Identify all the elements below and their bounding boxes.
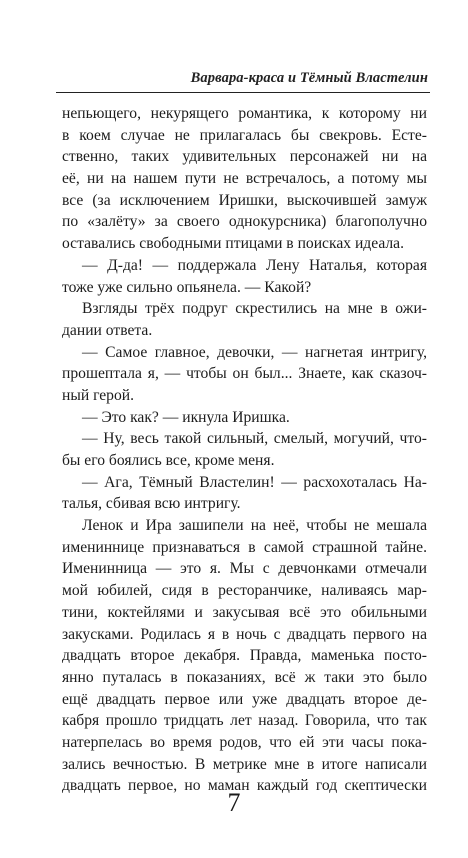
- running-header: Варвара-краса и Тёмный Властелин: [190, 70, 428, 86]
- text-line: кабря прошло тридцать лет назад. Говорила, что так: [62, 712, 427, 730]
- body-text: [62, 103, 427, 797]
- text-line: талья, сбивая всю интригу.: [62, 495, 241, 513]
- text-line: тоже уже сильно опьянела. — Какой?: [62, 278, 312, 296]
- text-line: тини, коктейлями и закусывая всё это обильными: [62, 603, 427, 621]
- text-line: двадцать второе декабря. Правда, маменька посто-: [62, 647, 427, 665]
- text-line: мой юбилей, сидя в ресторанчике, наливаясь мар-: [62, 582, 427, 600]
- text-line: по «залёту» за своего однокурсника) благополучно: [62, 213, 427, 231]
- text-line: закусками. Родилась я в ночь с двадцать первого на: [62, 625, 427, 643]
- text-line: прошептала я, — чтобы он был... Знаете, как сказоч-: [62, 365, 427, 383]
- text-line: все (за исключением Иришки, выскочившей замуж: [62, 191, 427, 209]
- text-line: — Ну, весь такой сильный, смелый, могучий, что-: [82, 430, 427, 448]
- text-line: зались вечностью. В метрике мне в итоге написали: [62, 755, 427, 773]
- text-line: — Самое главное, девочки, — нагнетая интригу,: [82, 343, 427, 361]
- text-line: Именинница — это я. Мы с девчонками отмечали: [62, 560, 427, 578]
- text-line: Взгляды трёх подруг скрестились на мне в ожи-: [82, 300, 427, 318]
- header-rule: [56, 92, 430, 93]
- text-line: оставались свободными птицами в поисках идеала.: [62, 235, 404, 253]
- text-line: — Ага, Тёмный Властелин! — расхохоталась На-: [82, 473, 427, 491]
- text-line: непьющего, некурящего романтика, к которому ни: [62, 105, 427, 122]
- text-line: натерпелась во время родов, что ей эти часы пока-: [62, 733, 427, 751]
- text-line: Ленок и Ира зашипели на неё, чтобы не мешала: [82, 517, 427, 535]
- text-line: янно путалась в показаниях, всё ж таки это было: [62, 668, 427, 686]
- text-line: — Это как? — икнула Иришка.: [82, 408, 290, 426]
- text-line: дании ответа.: [62, 321, 153, 339]
- text-line: ный герой.: [62, 386, 135, 404]
- text-line: её, ни на нашем пути не встречалось, а потому мы: [62, 170, 427, 188]
- text-line: в коем случае не прилагалась бы свекровь. Есте-: [62, 126, 427, 144]
- text-line: ещё двадцать первое или уже двадцать второе де-: [62, 690, 427, 708]
- text-line: двадцать первое, но маман каждый год скептически: [62, 777, 427, 795]
- text-line: имениннице признаваться в самой страшной тайне.: [62, 538, 427, 556]
- text-line: — Д-да! — поддержала Лену Наталья, которая: [82, 256, 427, 274]
- text-line: ственно, таких удивительных персонажей ни на: [62, 148, 427, 166]
- page-number: 7: [227, 788, 241, 817]
- text-line: бы его боялись все, кроме меня.: [62, 452, 275, 469]
